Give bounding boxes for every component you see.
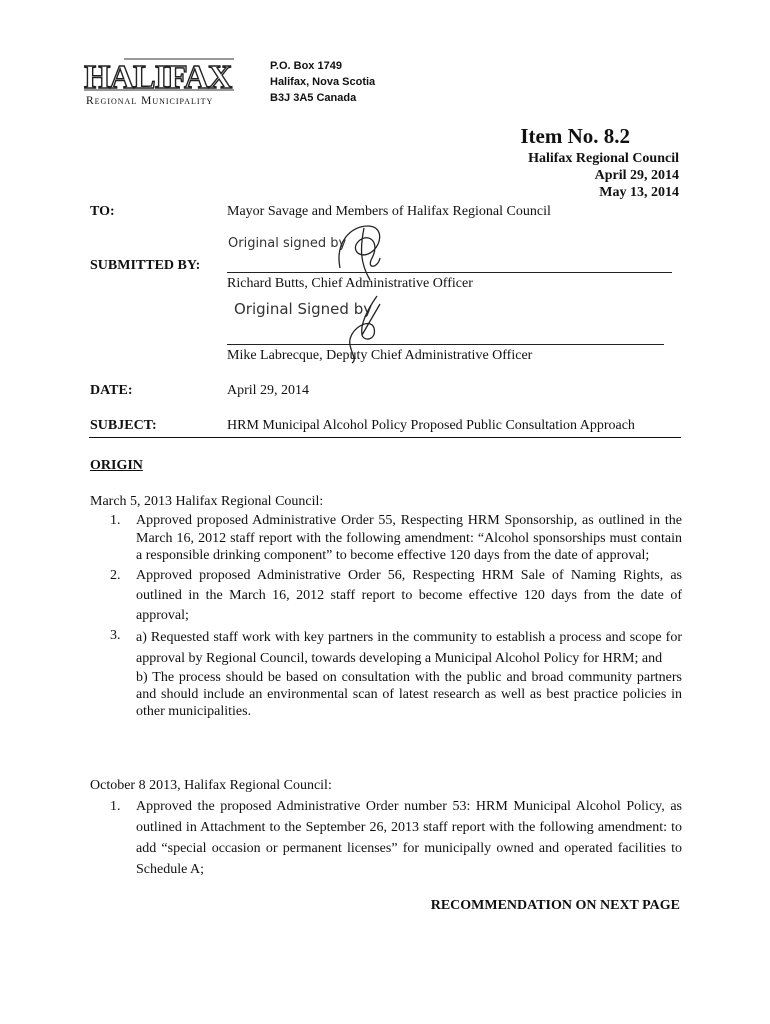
origin-list: [90, 796, 682, 881]
signature-line: [227, 344, 664, 345]
meeting-date: May 13, 2014: [599, 185, 679, 200]
date-label: DATE:: [90, 383, 133, 398]
list-text: Approved proposed Administrative Order 56, Respecting HRM Sale of Naming Rights, as outlined in the March 16, 2012 staff report to become effective 120 days from the date of approval;: [136, 567, 682, 623]
signatory-name: Mike Labrecque, Deputy Chief Administrative Officer: [227, 348, 533, 363]
council-name: Halifax Regional Council: [528, 151, 679, 166]
divider: [89, 437, 681, 438]
address-line: Halifax, Nova Scotia: [270, 76, 376, 88]
origin-heading: ORIGIN: [90, 458, 143, 473]
subject-value: HRM Municipal Alcohol Policy Proposed Public Consultation Approach: [227, 418, 635, 433]
signature-note: Original Signed by: [234, 300, 373, 318]
list-text: b) The process should be based on consultation with the public and broad community partners and should include an environmental scan of latest research as well as best practice policies in other municipalities.: [136, 669, 682, 719]
origin-paragraph: October 8 2013, Halifax Regional Council:: [90, 778, 332, 793]
submitted-by-label: SUBMITTED BY:: [90, 258, 201, 273]
signatory-name: Richard Butts, Chief Administrative Officer: [227, 276, 473, 291]
list-text: a) Requested staff work with key partners in the community to establish a process and scope for approval by Regional Council, towards developing a Municipal Alcohol Policy for HRM; and: [136, 629, 682, 666]
list-number: 1.: [110, 513, 121, 528]
mailing-address: [270, 58, 375, 106]
address-line: B3J 3A5 Canada: [270, 92, 357, 104]
list-text: Approved the proposed Administrative Order number 53: HRM Municipal Alcohol Policy, as outlined in Attachment to the September 26, 2013 staff report with the following amendment: to add “special occasion or permanent licenses” for municipally owned and operated facilities to Schedule A;: [136, 799, 682, 877]
signature-note: Original signed by: [228, 236, 347, 251]
item-number: Item No. 8.2: [520, 124, 630, 148]
date-value: April 29, 2014: [227, 383, 310, 398]
list-number: 2.: [110, 567, 121, 583]
subject-label: SUBJECT:: [90, 418, 157, 433]
to-value: Mayor Savage and Members of Halifax Regional Council: [227, 204, 551, 219]
halifax-logo: [84, 56, 236, 92]
signature-line: [227, 272, 672, 273]
list-text: Approved proposed Administrative Order 55, Respecting HRM Sponsorship, as outlined in the March 16, 2012 staff report with the following amendment: “Alcohol sponsorships must contain a responsible drinking component” to become effective 120 days from the date of approval;: [136, 513, 682, 563]
list-item: [90, 512, 682, 565]
to-label: TO:: [90, 204, 115, 219]
origin-list: [90, 512, 682, 721]
list-item: [90, 627, 682, 720]
address-line: P.O. Box 1749: [270, 60, 342, 72]
origin-paragraph: March 5, 2013 Halifax Regional Council:: [90, 494, 324, 509]
list-item: [90, 566, 682, 626]
council-dates: [528, 150, 679, 201]
recommendation-note: RECOMMENDATION ON NEXT PAGE: [430, 898, 680, 913]
list-number: 1.: [110, 799, 121, 814]
logo-subtitle: Regional Municipality: [86, 95, 214, 107]
logo-wordmark: HALIFAX: [84, 59, 232, 92]
meeting-date: April 29, 2014: [594, 168, 679, 183]
list-item: [90, 796, 682, 880]
list-number: 3.: [110, 627, 121, 643]
